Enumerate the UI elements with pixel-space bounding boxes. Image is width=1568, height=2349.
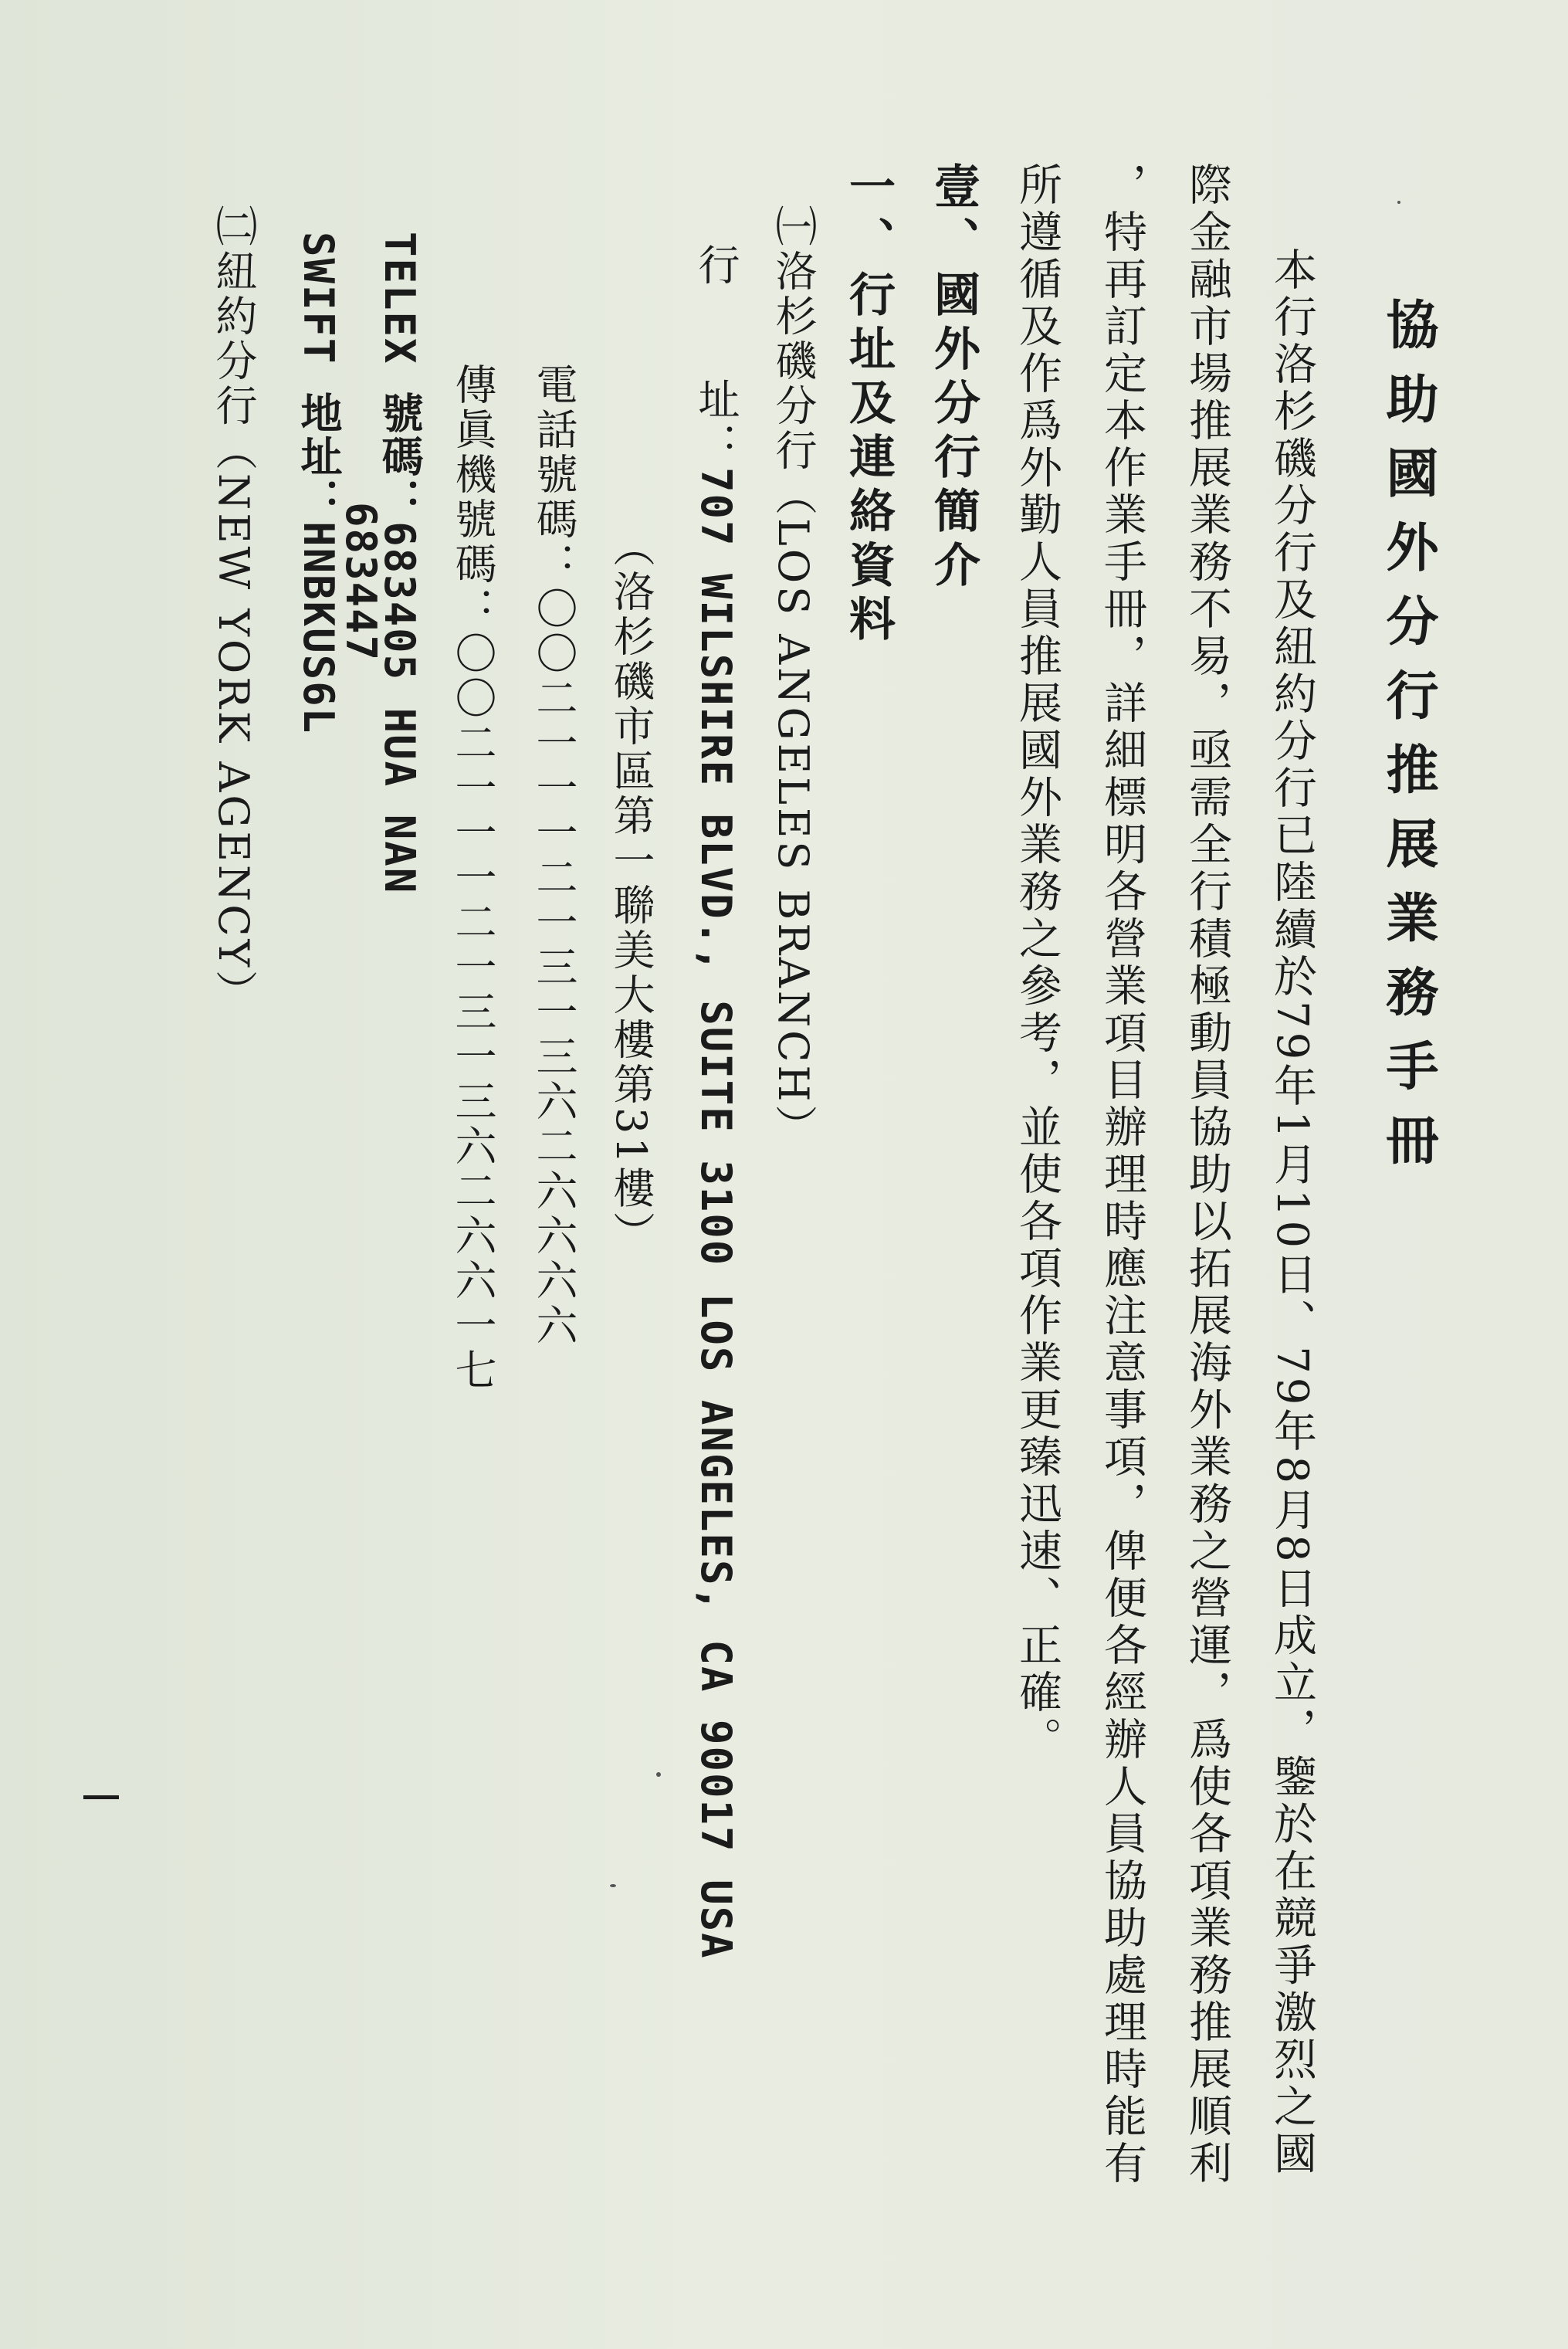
intro-line-4: 所遵循及作爲外勤人員推展國外業務之參考，並使各項作業更臻迅速、正確。 <box>1012 162 1062 1764</box>
la-phone-value: 〇〇二一一一二一三一三六二六六六六 <box>530 587 578 1348</box>
la-fax-row <box>449 363 497 1393</box>
document-title: 協助國外分行推展業務手冊 <box>1377 297 1439 1187</box>
subsection-heading: 一、行址及連絡資料 <box>842 162 896 649</box>
paper-speck <box>656 1772 661 1777</box>
la-telex-label: TELEX 號碼： <box>375 232 424 522</box>
la-fax-value: 〇〇二一一一二一三一三六二六六一七 <box>449 632 497 1393</box>
intro-line-1: 本行洛杉磯分行及紐約分行已陸續於79年1月10日、79年8月8日成立，鑒於在競爭激烈之國 <box>1267 247 1317 2178</box>
la-telex-value-1: 683405 HUA NAN <box>375 521 424 895</box>
la-address-value: 707 WILSHIRE BLVD., SUITE 3100 LOS ANGELES, CA 90017 USA <box>692 467 740 1960</box>
la-branch-heading: ㈠洛杉磯分行（LOS ANGELES BRANCH） <box>769 205 818 1150</box>
la-swift-label: SWIFT 地址： <box>294 232 343 522</box>
section-heading: 壹、國外分行簡介 <box>926 162 980 595</box>
la-swift-row <box>294 232 343 735</box>
intro-line-2: 際金融市場推展業務不易，亟需全行積極動員協助以拓展海外業務之營運，爲使各項業務推展順利 <box>1182 162 1232 2188</box>
la-phone-row <box>530 363 578 1348</box>
la-address-row <box>692 243 740 1960</box>
paper-speck <box>610 1884 616 1887</box>
page-number <box>83 1795 119 1799</box>
la-phone-label: 電話號碼： <box>530 363 578 587</box>
paper-speck <box>1397 201 1400 204</box>
la-swift-value: HNBKUS6L <box>294 521 343 735</box>
la-fax-label: 傳眞機號碼： <box>449 363 497 632</box>
la-address-label: 行 址： <box>692 243 740 467</box>
ny-branch-heading: ㈡紐約分行（NEW YORK AGENCY） <box>209 205 258 1015</box>
la-address-note: （洛杉磯市區第一聯美大樓第31樓） <box>607 525 655 1256</box>
intro-line-3: ，特再訂定本作業手冊，詳細標明各營業項目辦理時應注意事項，俾便各經辦人員協助處理時能有 <box>1097 162 1147 2188</box>
la-telex-value-2: 683447 <box>337 502 385 663</box>
